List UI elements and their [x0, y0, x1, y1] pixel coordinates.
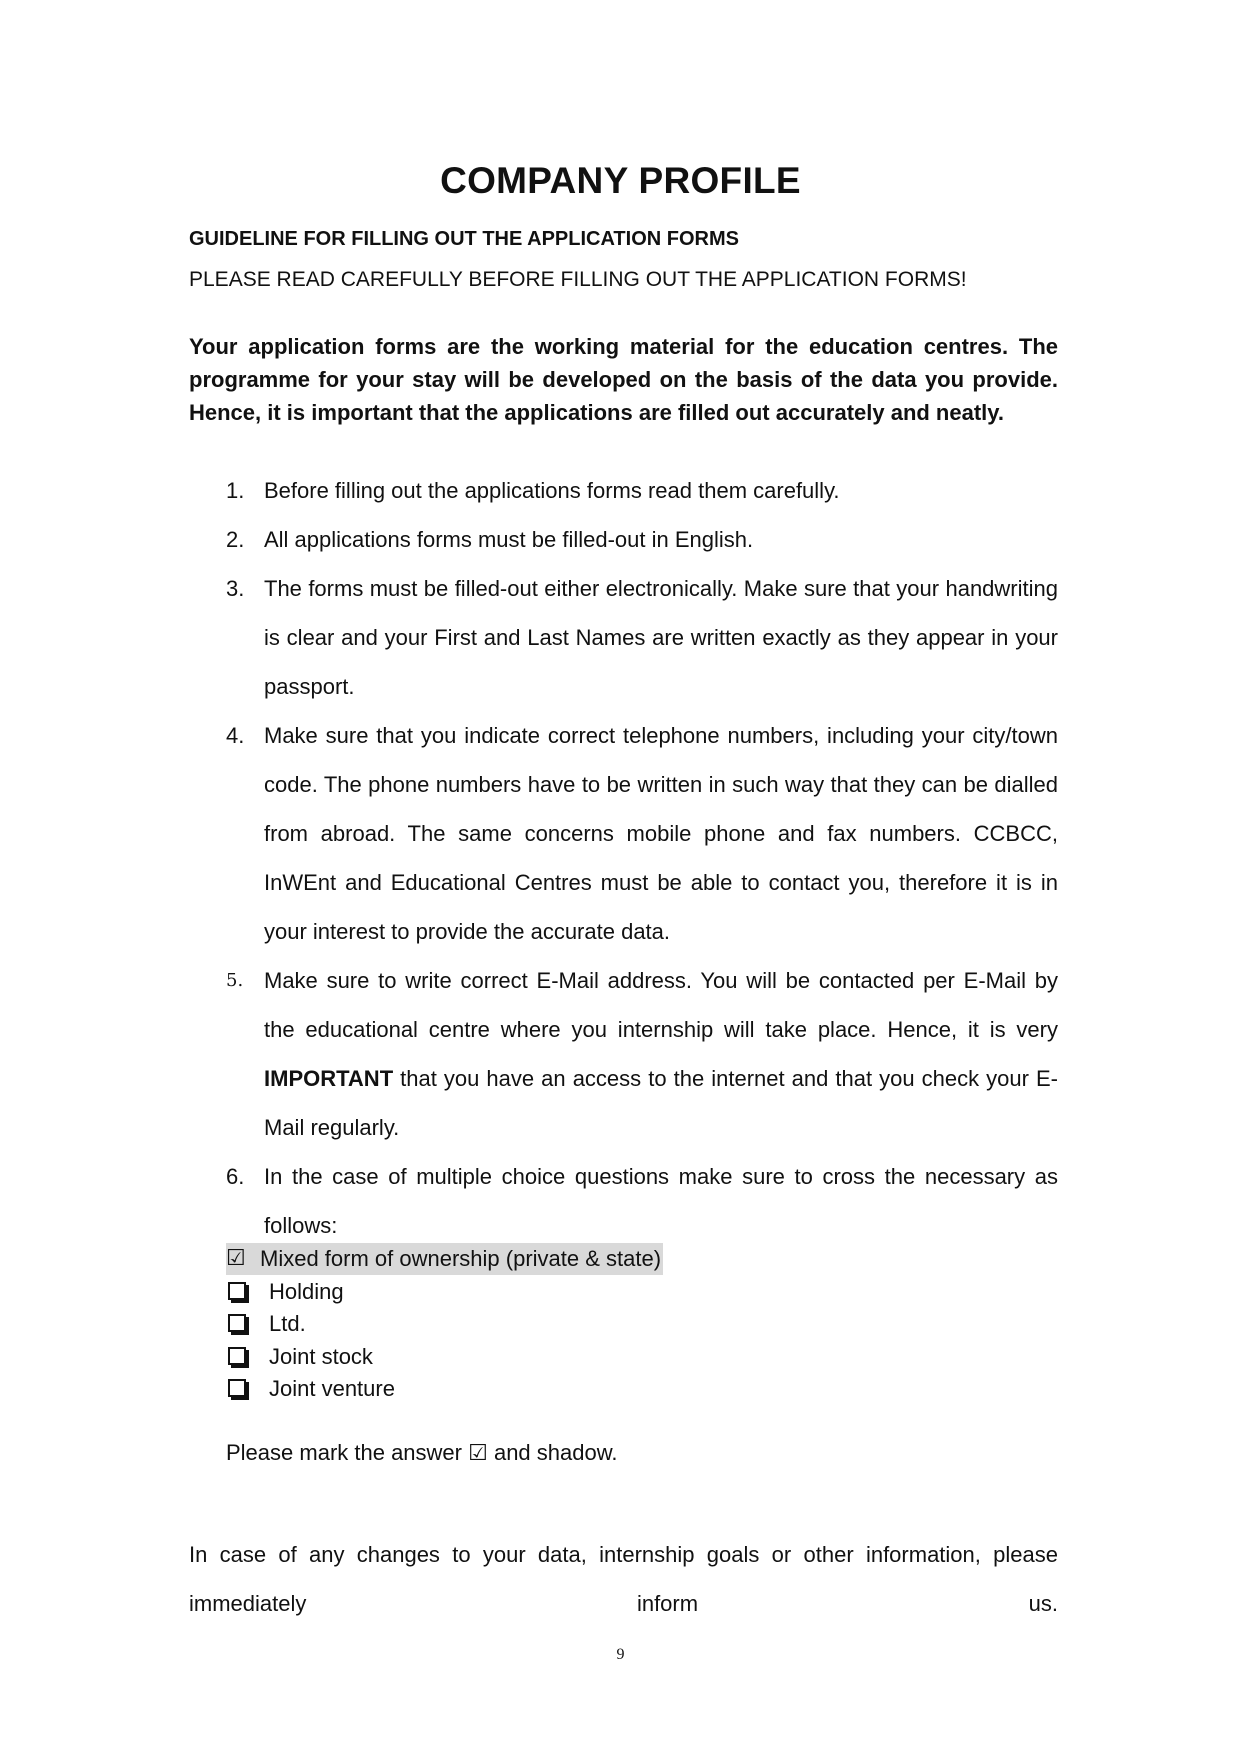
list-item [226, 711, 1058, 956]
list-item [226, 466, 1058, 515]
choice-label: Ltd. [269, 1311, 306, 1337]
list-item-text [264, 968, 1058, 1140]
choice-option[interactable] [226, 1341, 663, 1374]
list-item [226, 956, 1058, 1152]
list-item-number: 4. [226, 723, 245, 748]
empty-checkbox-icon[interactable] [228, 1314, 246, 1332]
list-item [226, 515, 1058, 564]
guideline-subheading: PLEASE READ CAREFULLY BEFORE FILLING OUT THE APPLICATION FORMS! [189, 268, 967, 291]
checked-highlight [226, 1243, 663, 1275]
mark-instruction [226, 1440, 618, 1466]
list-item-text: The forms must be filled-out either electronically. Make sure that your handwriting is clear and your First and Last Names are written exactly as they appear in your passport. [264, 576, 1058, 699]
choice-label: Joint venture [269, 1376, 395, 1402]
page-number: 9 [616, 1646, 625, 1663]
choice-label: Holding [269, 1278, 344, 1304]
empty-checkbox-icon[interactable] [228, 1347, 246, 1365]
empty-checkbox-icon[interactable] [228, 1379, 246, 1397]
list-item-text: All applications forms must be filled-out in English. [264, 527, 754, 552]
page-title: COMPANY PROFILE [440, 160, 801, 201]
mark-note-before: Please mark the answer [226, 1440, 469, 1465]
closing-paragraph: In case of any changes to your data, internship goals or other information, please immediately inform us. [189, 1542, 1058, 1616]
list-item-number: 6. [226, 1164, 245, 1189]
list-item [226, 564, 1058, 711]
checked-box-icon: ☑ [468, 1441, 488, 1466]
list-item-number: 1. [226, 478, 245, 503]
list-item-text-before: Make sure to write correct E-Mail address. You will be contacted per E-Mail by the educational centre where you internship will take place. Hence, it is very [264, 968, 1058, 1042]
choice-option[interactable] [226, 1276, 663, 1309]
list-item-number: 5. [226, 970, 244, 991]
list-item-number: 2. [226, 527, 245, 552]
list-item-text: Before filling out the applications forms read them carefully. [264, 478, 840, 503]
empty-checkbox-icon[interactable] [228, 1282, 246, 1300]
checked-box-icon[interactable]: ☑ [226, 1246, 246, 1272]
mark-note-after: and shadow. [487, 1440, 618, 1465]
choice-list [226, 1243, 663, 1406]
intro-paragraph: Your application forms are the working material for the education centres. The programme for your stay will be developed on the basis of the data you provide. Hence, it is important that the applications are filled out accurately and neatly. [189, 334, 1058, 425]
list-item [226, 1152, 1058, 1250]
choice-label: Joint stock [269, 1343, 373, 1369]
list-item-text: In the case of multiple choice questions make sure to cross the necessary as follows: [264, 1164, 1058, 1238]
choice-checked[interactable] [226, 1243, 663, 1276]
instruction-list [226, 466, 1058, 1250]
list-item-number: 3. [226, 576, 245, 601]
guideline-heading: GUIDELINE FOR FILLING OUT THE APPLICATION FORMS [189, 228, 739, 250]
choice-label: Mixed form of ownership (private & state) [260, 1246, 662, 1272]
important-emphasis: IMPORTANT [264, 1066, 394, 1091]
list-item-text-after: that you have an access to the internet and that you check your E-Mail regularly. [264, 1066, 1058, 1140]
choice-option[interactable] [226, 1373, 663, 1406]
list-item-text: Make sure that you indicate correct telephone numbers, including your city/town code. The phone numbers have to be written in such way that they can be dialled from abroad. The same concerns mobile phone and fax numbers. CCBCC, InWEnt and Educational Centres must be able to contact you, therefore it is in your interest to provide the accurate data. [264, 723, 1058, 944]
choice-option[interactable] [226, 1308, 663, 1341]
